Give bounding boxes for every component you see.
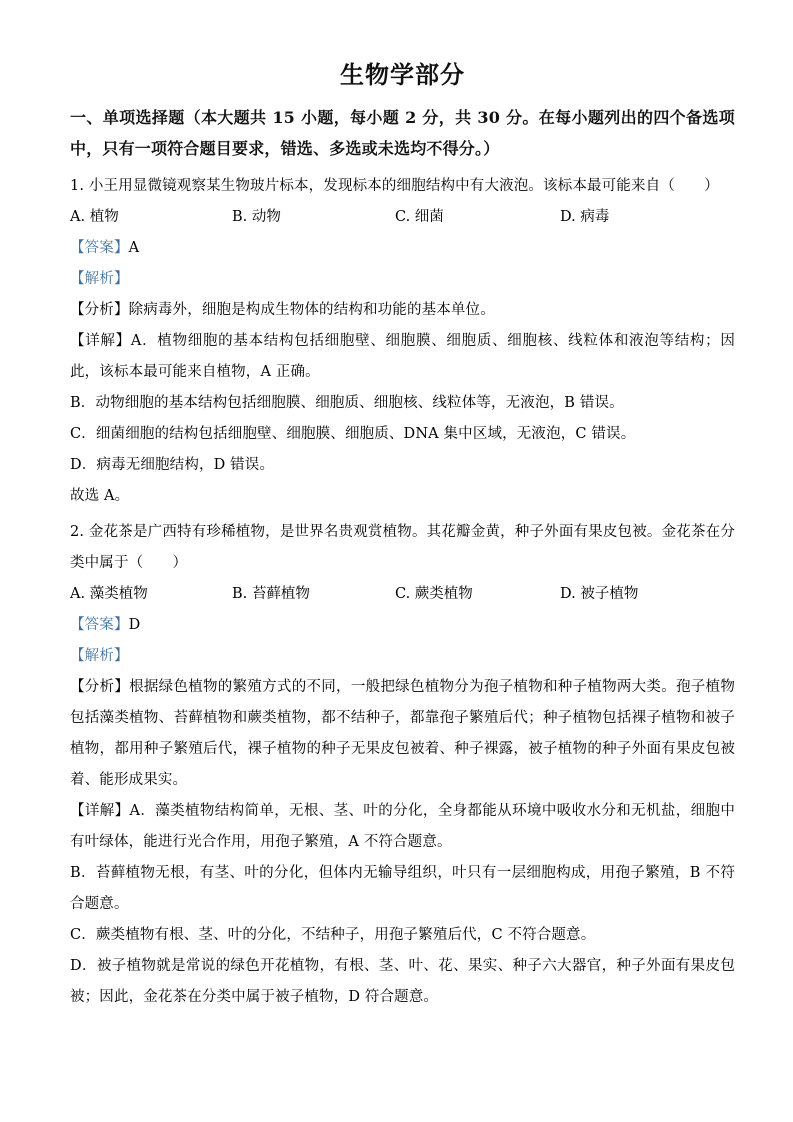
answer-line xyxy=(70,610,735,641)
section-heading: 一、单项选择题（本大题共 15 小题，每小题 2 分，共 30 分。在每小题列出的四个备选项中，只有一项符合题目要求，错选、多选或未选均不得分。） xyxy=(70,108,735,158)
analysis-tag: 【解析】 xyxy=(70,271,129,287)
question-options xyxy=(70,579,735,610)
answer-line xyxy=(70,233,735,264)
option-a[interactable]: A. 植物 xyxy=(70,209,119,225)
fenxi-tag: 【分析】 xyxy=(70,302,129,318)
analysis-heading-line xyxy=(70,641,735,672)
answer-tag: 【答案】 xyxy=(70,240,129,256)
analysis-text: 除病毒外，细胞是构成生物体的结构和功能的基本单位。 xyxy=(128,302,495,318)
analysis-heading-line xyxy=(70,264,735,295)
analysis-paragraph xyxy=(70,295,735,326)
option-c[interactable]: C. 细菌 xyxy=(395,209,444,225)
question-stem: 1. 小王用显微镜观察某生物玻片标本，发现标本的细胞结构中有大液泡。该标本最可能来自（ ） xyxy=(70,178,719,194)
detail-paragraph xyxy=(70,326,735,388)
option-b[interactable]: B. 动物 xyxy=(232,209,281,225)
answer-value: D xyxy=(128,617,141,633)
conclusion-line: 故选 A。 xyxy=(70,488,130,504)
xiangjie-tag: 【详解】 xyxy=(70,333,131,349)
detail-paragraph: D．病毒无细胞结构，D 错误。 xyxy=(70,457,275,473)
page-title: 生物学部分 xyxy=(340,60,465,89)
analysis-text: 根据绿色植物的繁殖方式的不同，一般把绿色植物分为孢子植物和种子植物两大类。孢子植物包括藻类植物、苔藓植物和蕨类植物，都不结种子，都靠孢子繁殖后代；种子植物包括裸子植物和被子植物，都用种子繁殖后代，裸子植物的种子无果皮包被着、种子裸露，被子植物的种子外面有果皮包被着、能形成果实。 xyxy=(70,679,735,788)
answer-tag: 【答案】 xyxy=(70,617,129,633)
detail-paragraph: D．被子植物就是常说的绿色开花植物，有根、茎、叶、花、果实、种子六大器官，种子外面有果皮包被；因此，金花茶在分类中属于被子植物，D 符合题意。 xyxy=(70,958,735,1005)
question-options xyxy=(70,202,735,233)
option-c[interactable]: C. 蕨类植物 xyxy=(395,586,473,602)
analysis-paragraph xyxy=(70,672,735,796)
question-stem: 2. 金花茶是广西特有珍稀植物，是世界名贵观赏植物。其花瓣金黄，种子外面有果皮包被。金花茶在分类中属于（ ） xyxy=(70,524,735,571)
detail-paragraph xyxy=(70,796,735,858)
detail-text: A．藻类植物结构简单，无根、茎、叶的分化，全身都能从环境中吸收水分和无机盐，细胞中有叶绿体，能进行光合作用，用孢子繁殖，A 不符合题意。 xyxy=(70,803,735,850)
option-d[interactable]: D. 被子植物 xyxy=(560,586,639,602)
option-b[interactable]: B. 苔藓植物 xyxy=(232,586,310,602)
analysis-tag: 【解析】 xyxy=(70,648,129,664)
fenxi-tag: 【分析】 xyxy=(70,679,130,695)
detail-paragraph: B．动物细胞的基本结构包括细胞膜、细胞质、细胞核、线粒体等，无液泡，B 错误。 xyxy=(70,395,624,411)
detail-text: A．植物细胞的基本结构包括细胞壁、细胞膜、细胞质、细胞核、线粒体和液泡等结构；因此，该标本最可能来自植物，A 正确。 xyxy=(70,333,735,380)
detail-paragraph: C．细菌细胞的结构包括细胞壁、细胞膜、细胞质、DNA 集中区域，无液泡，C 错误。 xyxy=(70,426,636,442)
option-d[interactable]: D. 病毒 xyxy=(560,209,610,225)
detail-paragraph: B．苔藓植物无根，有茎、叶的分化，但体内无输导组织，叶只有一层细胞构成，用孢子繁殖，B 不符合题意。 xyxy=(70,865,735,912)
option-a[interactable]: A. 藻类植物 xyxy=(70,586,148,602)
answer-value: A xyxy=(128,240,140,256)
question-block xyxy=(70,512,735,1013)
question-block xyxy=(70,166,735,512)
xiangjie-tag: 【详解】 xyxy=(70,803,130,819)
detail-paragraph: C．蕨类植物有根、茎、叶的分化，不结种子，用孢子繁殖后代，C 不符合题意。 xyxy=(70,927,596,943)
